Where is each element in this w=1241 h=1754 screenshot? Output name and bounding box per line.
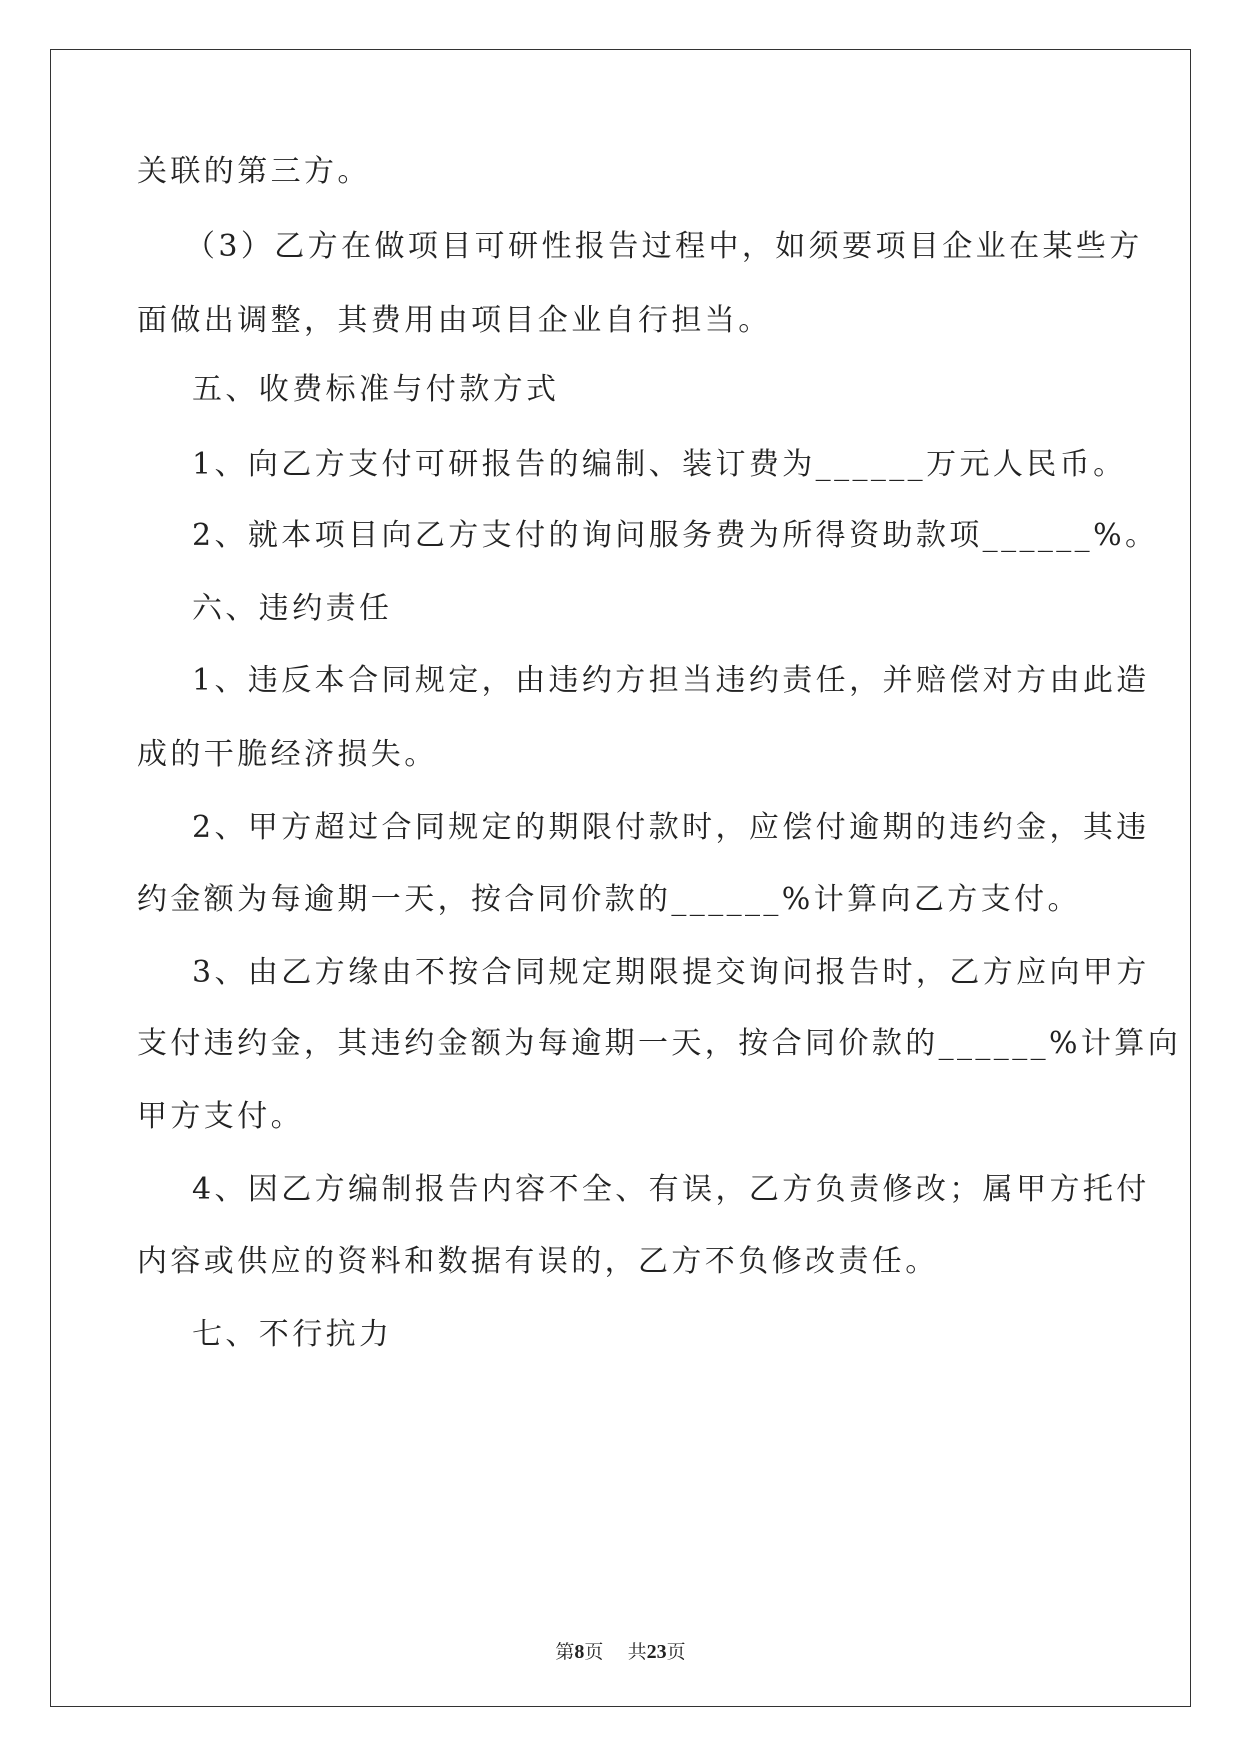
text-line: 1、向乙方支付可研报告的编制、装订费为______万元人民币。 xyxy=(192,447,1127,482)
text-line: 面做出调整，其费用由项目企业自行担当。 xyxy=(137,303,772,338)
footer-page-suffix: 页 xyxy=(584,1641,604,1663)
page-border xyxy=(50,49,1191,1707)
footer-total-prefix: 共 xyxy=(627,1641,647,1663)
page-number: 8 xyxy=(574,1641,585,1663)
footer-total-suffix: 页 xyxy=(666,1641,686,1663)
text-line: 约金额为每逾期一天，按合同价款的______%计算向乙方支付。 xyxy=(137,882,1081,917)
footer-prefix: 第 xyxy=(555,1641,575,1663)
text-line: 甲方支付。 xyxy=(137,1099,304,1134)
text-line: 2、甲方超过合同规定的期限付款时，应偿付逾期的违约金，其违 xyxy=(192,810,1150,845)
total-pages: 23 xyxy=(646,1641,667,1663)
section-heading: 六、违约责任 xyxy=(192,591,393,626)
text-line: 1、违反本合同规定，由违约方担当违约责任，并赔偿对方由此造 xyxy=(192,663,1150,698)
page-footer xyxy=(0,1640,1241,1664)
section-heading: 七、不行抗力 xyxy=(192,1317,393,1352)
text-line: 关联的第三方。 xyxy=(137,154,371,189)
text-line: （3）乙方在做项目可研性报告过程中，如须要项目企业在某些方 xyxy=(185,229,1143,264)
text-line: 4、因乙方编制报告内容不全、有误，乙方负责修改；属甲方托付 xyxy=(192,1172,1150,1207)
text-line: 支付违约金，其违约金额为每逾期一天，按合同价款的______%计算向 xyxy=(137,1026,1182,1061)
text-line: 2、就本项目向乙方支付的询问服务费为所得资助款项______%。 xyxy=(192,518,1159,553)
text-line: 成的干脆经济损失。 xyxy=(137,737,438,772)
section-heading: 五、收费标准与付款方式 xyxy=(192,372,560,407)
text-line: 3、由乙方缘由不按合同规定期限提交询问报告时，乙方应向甲方 xyxy=(192,955,1150,990)
text-line: 内容或供应的资料和数据有误的，乙方不负修改责任。 xyxy=(137,1244,939,1279)
